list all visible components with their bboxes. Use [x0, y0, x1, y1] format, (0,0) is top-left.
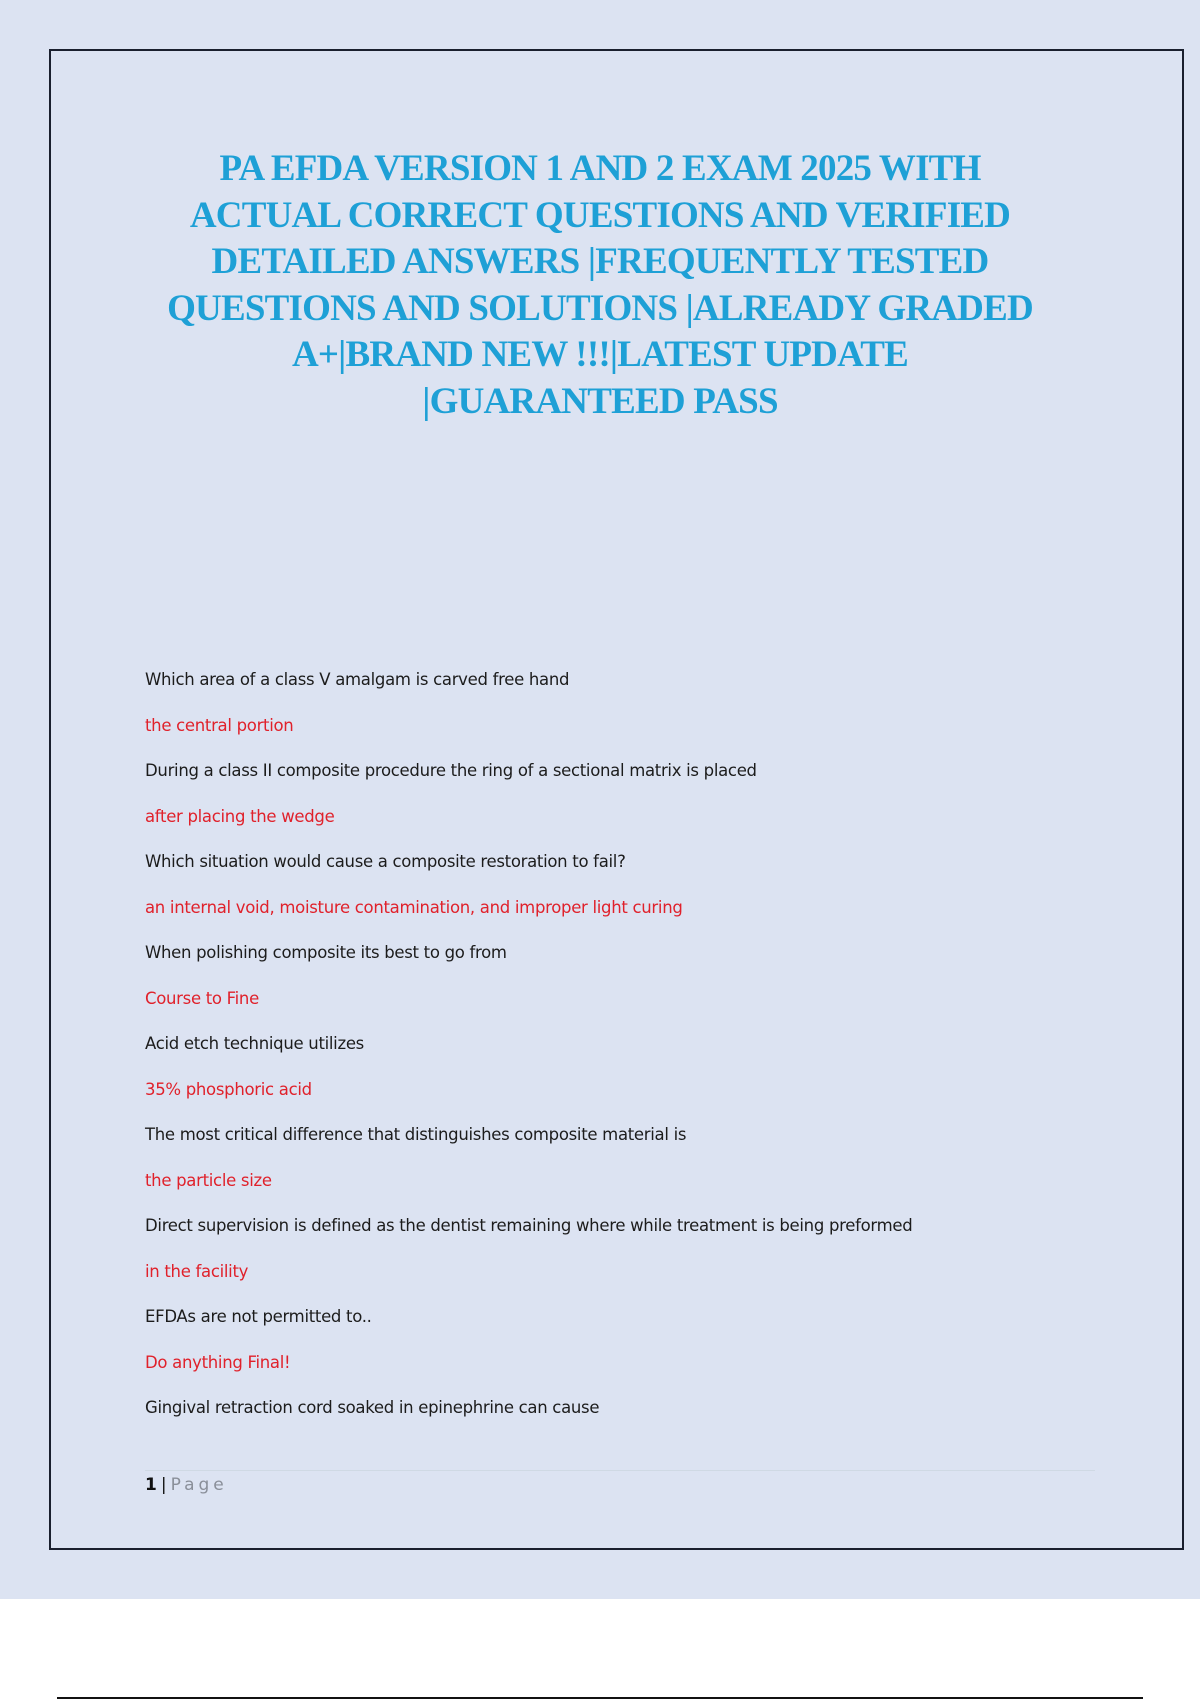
title-line: DETAILED ANSWERS |FREQUENTLY TESTED	[211, 241, 989, 283]
question: The most critical difference that distinguishes composite material is	[145, 1125, 687, 1144]
answer: 35% phosphoric acid	[145, 1079, 312, 1099]
question-answer-list	[145, 657, 1095, 1431]
title-line: |GUARANTEED PASS	[422, 380, 778, 422]
question: Which area of a class V amalgam is carved free hand	[145, 670, 570, 689]
footer-divider	[145, 1470, 1095, 1471]
page-number: 1	[145, 1475, 157, 1495]
footer-separator: |	[160, 1475, 167, 1495]
page-footer	[145, 1472, 228, 1498]
answer: after placing the wedge	[145, 806, 335, 826]
answer: Course to Fine	[145, 988, 259, 1008]
title-line: QUESTIONS AND SOLUTIONS |ALREADY GRADED	[167, 287, 1033, 329]
answer: the central portion	[145, 715, 294, 735]
question: Direct supervision is defined as the dentist remaining where while treatment is being preformed	[145, 1216, 913, 1235]
title-line: PA EFDA VERSION 1 AND 2 EXAM 2025 WITH	[219, 148, 981, 189]
question: Which situation would cause a composite restoration to fail?	[145, 852, 626, 871]
question: When polishing composite its best to go from	[145, 943, 507, 962]
question: EFDAs are not permitted to..	[145, 1307, 372, 1326]
document-title	[0, 146, 1200, 426]
answer: an internal void, moisture contamination, and improper light curing	[145, 897, 683, 917]
answer: Do anything Final!	[145, 1352, 291, 1372]
answer: in the facility	[145, 1261, 249, 1281]
question: Acid etch technique utilizes	[145, 1034, 364, 1053]
page-label: Page	[170, 1475, 228, 1495]
question: Gingival retraction cord soaked in epinephrine can cause	[145, 1398, 600, 1417]
answer: the particle size	[145, 1170, 272, 1190]
title-line: ACTUAL CORRECT QUESTIONS AND VERIFIED	[189, 194, 1011, 236]
next-page-top-rule	[57, 1697, 1143, 1699]
title-line: A+|BRAND NEW !!!|LATEST UPDATE	[291, 334, 909, 376]
question: During a class II composite procedure the ring of a sectional matrix is placed	[145, 761, 757, 780]
